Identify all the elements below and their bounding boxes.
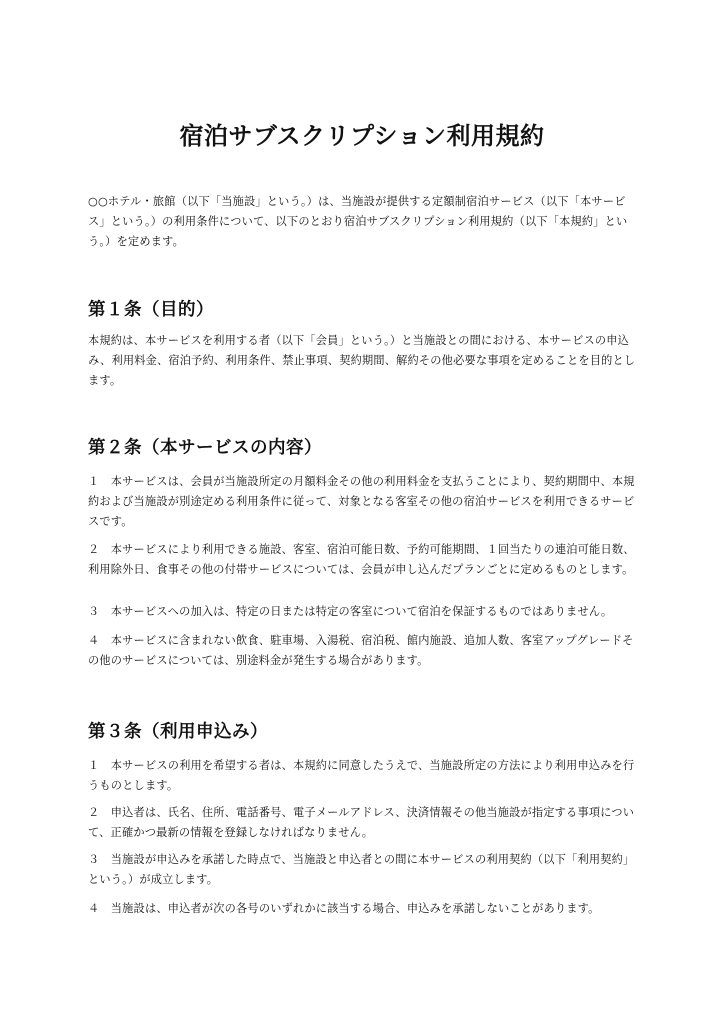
article-3-paragraph-4: ４ 当施設は、申込者が次の各号のいずれかに該当する場合、申込みを承諾しないことがあります。 [88,902,600,915]
intro-paragraph: ○○ホテル・旅館（以下「当施設」という。）は、当施設が提供する定額制宿泊サービス（以下「本サービス」という。）の利用条件について、以下のとおり宿泊サブスクリプション利用規約（以下「本規約」という。）を定めます。 [88,195,628,248]
article-1-heading: 第１条（目的） [88,300,214,320]
article-3-paragraph-1: １ 本サービスの利用を希望する者は、本規約に同意したうえで、当施設所定の方法により利用申込みを行うものとします。 [88,759,635,792]
article-2-paragraph-1: １ 本サービスは、会員が当施設所定の月額料金その他の利用料金を支払うことにより、契約期間中、本規約および当施設が別途定める利用条件に従って、対象となる客室その他の宿泊サービスを利用できるサービスです。 [88,475,635,528]
article-2-paragraph-3: ３ 本サービスへの加入は、特定の日または特定の客室について宿泊を保証するものではありません。 [88,605,613,618]
article-2-paragraph-2: ２ 本サービスにより利用できる施設、客室、宿泊可能日数、予約可能期間、１回当たりの連泊可能日数、利用除外日、食事その他の付帯サービスについては、会員が申し込んだプランごとに定めるものとします。 [88,543,635,576]
article-3-heading: 第３条（利用申込み） [88,722,268,742]
article-2-paragraph-4: ４ 本サービスに含まれない飲食、駐車場、入湯税、宿泊税、館内施設、追加人数、客室アップグレードその他のサービスについては、別途料金が発生する場合があります。 [88,634,634,667]
article-2-heading: 第２条（本サービスの内容） [88,438,322,458]
article-3-paragraph-2: ２ 申込者は、氏名、住所、電話番号、電子メールアドレス、決済情報その他当施設が指定する事項について、正確かつ最新の情報を登録しなければなりません。 [88,806,635,839]
article-3-paragraph-3: ３ 当施設が申込みを承諾した時点で、当施設と申込者との間に本サービスの利用契約（以下「利用契約」という。）が成立します。 [88,853,635,886]
document-title: 宿泊サブスクリプション利用規約 [179,122,545,150]
article-1-paragraph-1: 本規約は、本サービスを利用する者（以下「会員」という。）と当施設との間における、本サービスの申込み、利用料金、宿泊予約、利用条件、禁止事項、契約期間、解約その他必要な事項を定めることを目的とします。 [88,334,636,387]
